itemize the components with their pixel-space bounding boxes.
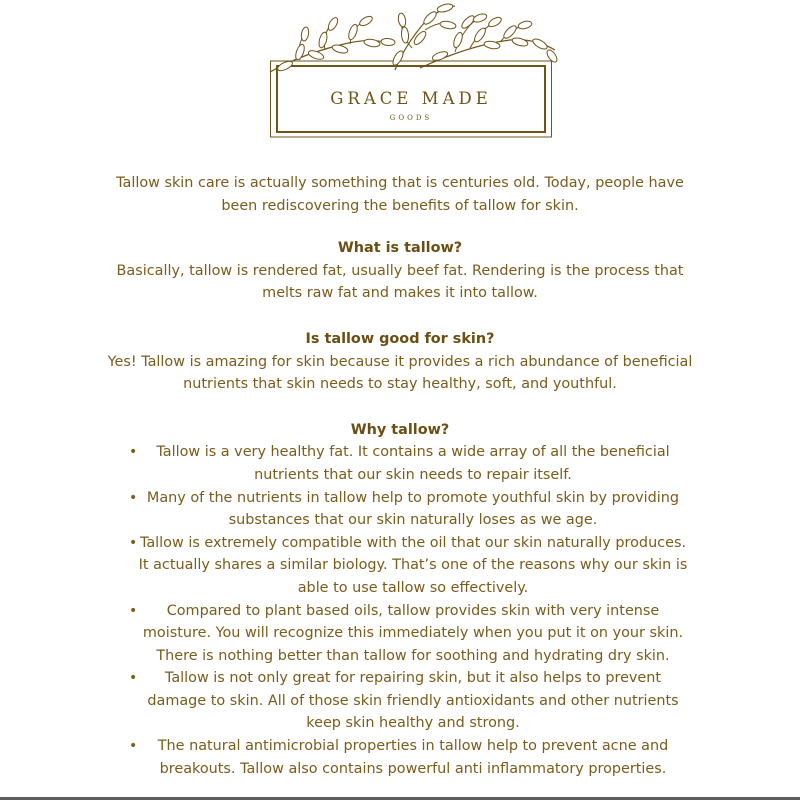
brand-name: GRACE MADE	[330, 89, 492, 108]
article-body	[100, 172, 700, 780]
list-item	[100, 735, 700, 780]
intro-paragraph: Tallow skin care is actually something that is centuries old. Today, people have been rediscovering the benefits of tallow for skin.	[116, 175, 684, 214]
section-heading: What is tallow?	[337, 240, 463, 257]
bullet-icon: •	[129, 489, 138, 506]
list-item-text: Tallow is extremely compatible with the oil that our skin naturally produces. It actually shares a similar biology. That’s one of the reasons why our skin is able to use tallow so effectively.	[138, 534, 688, 596]
section-why-tallow	[100, 419, 700, 781]
brand-subtitle: GOODS	[389, 114, 433, 122]
bullet-icon: •	[129, 444, 138, 461]
list-item	[100, 532, 700, 600]
list-item	[100, 667, 700, 735]
section-heading: Is tallow good for skin?	[305, 330, 495, 347]
bullet-icon: •	[129, 738, 138, 755]
bullet-icon: •	[129, 670, 138, 687]
benefits-list	[100, 441, 700, 780]
bullet-icon: •	[129, 602, 138, 619]
section-body: Basically, tallow is rendered fat, usually beef fat. Rendering is the process that melts raw fat and makes it into tallow.	[116, 262, 684, 302]
leaf-branch-icon	[0, 0, 800, 150]
list-item-text: Compared to plant based oils, tallow provides skin with very intense moisture. You will recognize this immediately when you put it on your skin. There is nothing better than tallow for soothing and hydrating dry skin.	[142, 602, 684, 664]
list-item	[100, 441, 700, 486]
section-is-tallow-good	[100, 328, 700, 396]
list-item-text: Many of the nutrients in tallow help to promote youthful skin by providing substances that our skin naturally loses as we age.	[146, 489, 680, 529]
list-item-text: Tallow is not only great for repairing skin, but it also helps to prevent damage to skin. All of those skin friendly antioxidants and other nutrients keep skin healthy and strong.	[147, 670, 679, 732]
bullet-icon: •	[129, 534, 138, 551]
section-heading: Why tallow?	[350, 421, 450, 438]
list-item	[100, 487, 700, 532]
list-item-text: The natural antimicrobial properties in tallow help to prevent acne and breakouts. Tallow also contains powerful anti inflammatory properties.	[157, 738, 669, 777]
brand-logo	[0, 0, 800, 150]
list-item	[100, 600, 700, 668]
list-item-text: Tallow is a very healthy fat. It contains a wide array of all the beneficial nutrients that our skin needs to repair itself.	[156, 444, 670, 483]
section-body: Yes! Tallow is amazing for skin because it provides a rich abundance of beneficial nutrients that skin needs to stay healthy, soft, and youthful.	[107, 353, 693, 393]
section-what-is-tallow	[100, 237, 700, 305]
